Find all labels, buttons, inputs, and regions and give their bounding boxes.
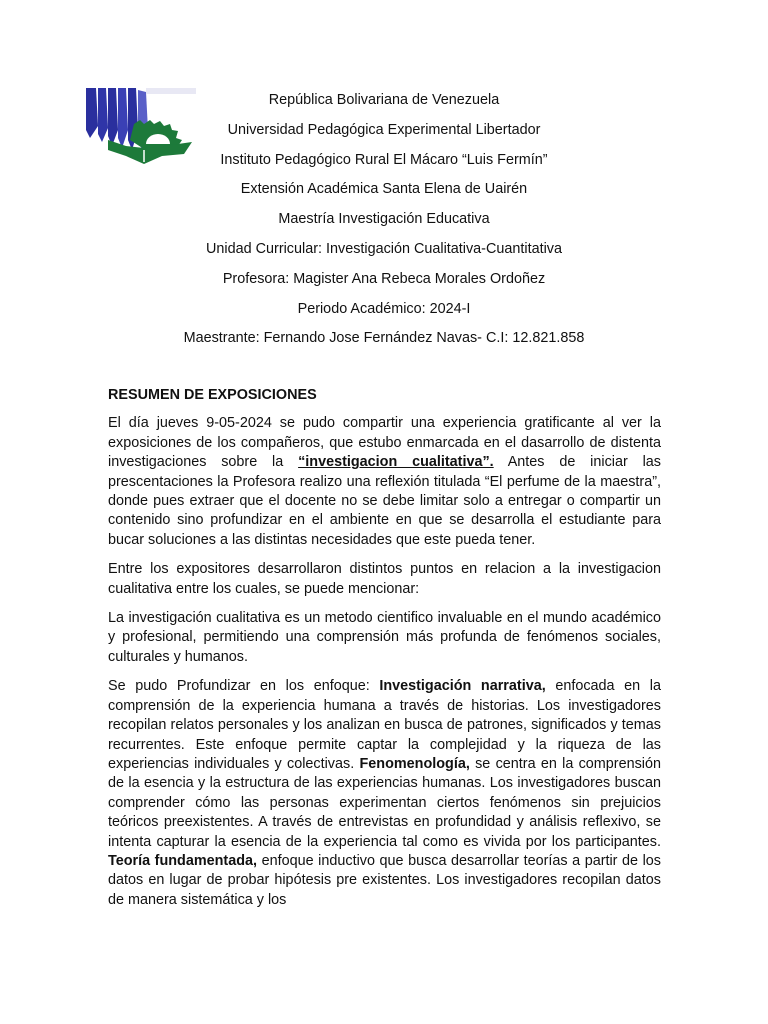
header-line-institute: Instituto Pedagógico Rural El Mácaro “Luis Fermín”	[220, 151, 548, 168]
term-grounded-theory: Teoría fundamentada,	[108, 852, 258, 869]
paragraph-intro-text-c: Antes de iniciar las prescentaciones la Profesora realizo una reflexión titulada “El perfume de la maestra”, donde pues extraer que el docente no se debe limitar solo a entregar o compartir un contenido sino profundizar en el ambiente en que se desarrolla el estudiante para bucar soluciones a las distintas necesidades que este pueda tener.	[108, 454, 661, 548]
term-phenomenology: Fenomenología,	[359, 755, 470, 772]
paragraph-definition: La investigación cualitativa es un metodo cientifico invaluable en el mundo académico y profesional, permitiendo una comprensión más profunda de fenómenos sociales, culturales y humanos.	[108, 610, 661, 665]
header-line-extension: Extensión Académica Santa Elena de Uairén	[240, 181, 528, 198]
header-line-period: Periodo Académico: 2024-I	[297, 300, 471, 317]
header-line-professor: Profesora: Magister Ana Rebeca Morales Ordoñez	[222, 270, 546, 287]
header-line-student: Maestrante: Fernando Jose Fernández Navas- C.I: 12.821.858	[183, 330, 585, 347]
header-line-course: Unidad Curricular: Investigación Cualitativa-Cuantitativa	[206, 240, 562, 257]
paragraph-approaches-text-g: enfoque inductivo que busca desarrollar teorías a partir de los datos en lugar de probar hipótesis pre existentes. Los investigadores recopilan datos de manera sistemática y los	[108, 852, 661, 908]
paragraph-presenters: Entre los expositores desarrollaron distintos puntos en relacion a la investigacion cualitativa entre los cuales, se puede mencionar:	[108, 561, 661, 597]
paragraph-approaches-text-a: Se pudo Profundizar en los enfoque:	[108, 678, 380, 695]
document-body	[108, 386, 661, 920]
header-line-country: República Bolivariana de Venezuela	[268, 92, 500, 108]
paragraph-intro-text-a: El día jueves 9-05-2024 se pudo compartir una experiencia gratificante al ver la exposiciones de los compañeros, que estubo enmarcada en el dasarrollo de distenta investigaciones sobre la	[108, 415, 661, 471]
paragraph-approaches	[108, 677, 661, 910]
highlight-qualitative-research: “investigacion cualitativa”.	[298, 454, 494, 471]
paragraph-approaches-text-e: se centra en la comprensión de la esencia y la estructura de las experiencias humanas. Los investigadores buscan comprender cómo las personas experimentan ciertos fenómenos sin prejuicios teóricos preexistentes. A través de entrevistas en profundidad y análisis reflexivo, se intenta capturar la esencia de la experiencia tal como es vivida por los participantes.	[108, 755, 661, 850]
paragraph-intro	[108, 414, 661, 550]
header-line-program: Maestría Investigación Educativa	[278, 211, 490, 228]
paragraph-approaches-text-c: enfocada en la comprensión de la experiencia humana a través de historias. Los investigadores recopilan relatos personales y los analizan en busca de patrones, significados y temas recurrentes. Este enfoque permite captar la complejidad y la riqueza de las experiencias individuales y colectivas.	[108, 678, 661, 772]
term-narrative-research: Investigación narrativa,	[379, 678, 546, 695]
header-line-university: Universidad Pedagógica Experimental Libertador	[227, 121, 541, 138]
section-heading: RESUMEN DE EXPOSICIONES	[108, 387, 317, 403]
institution-header	[108, 86, 660, 354]
